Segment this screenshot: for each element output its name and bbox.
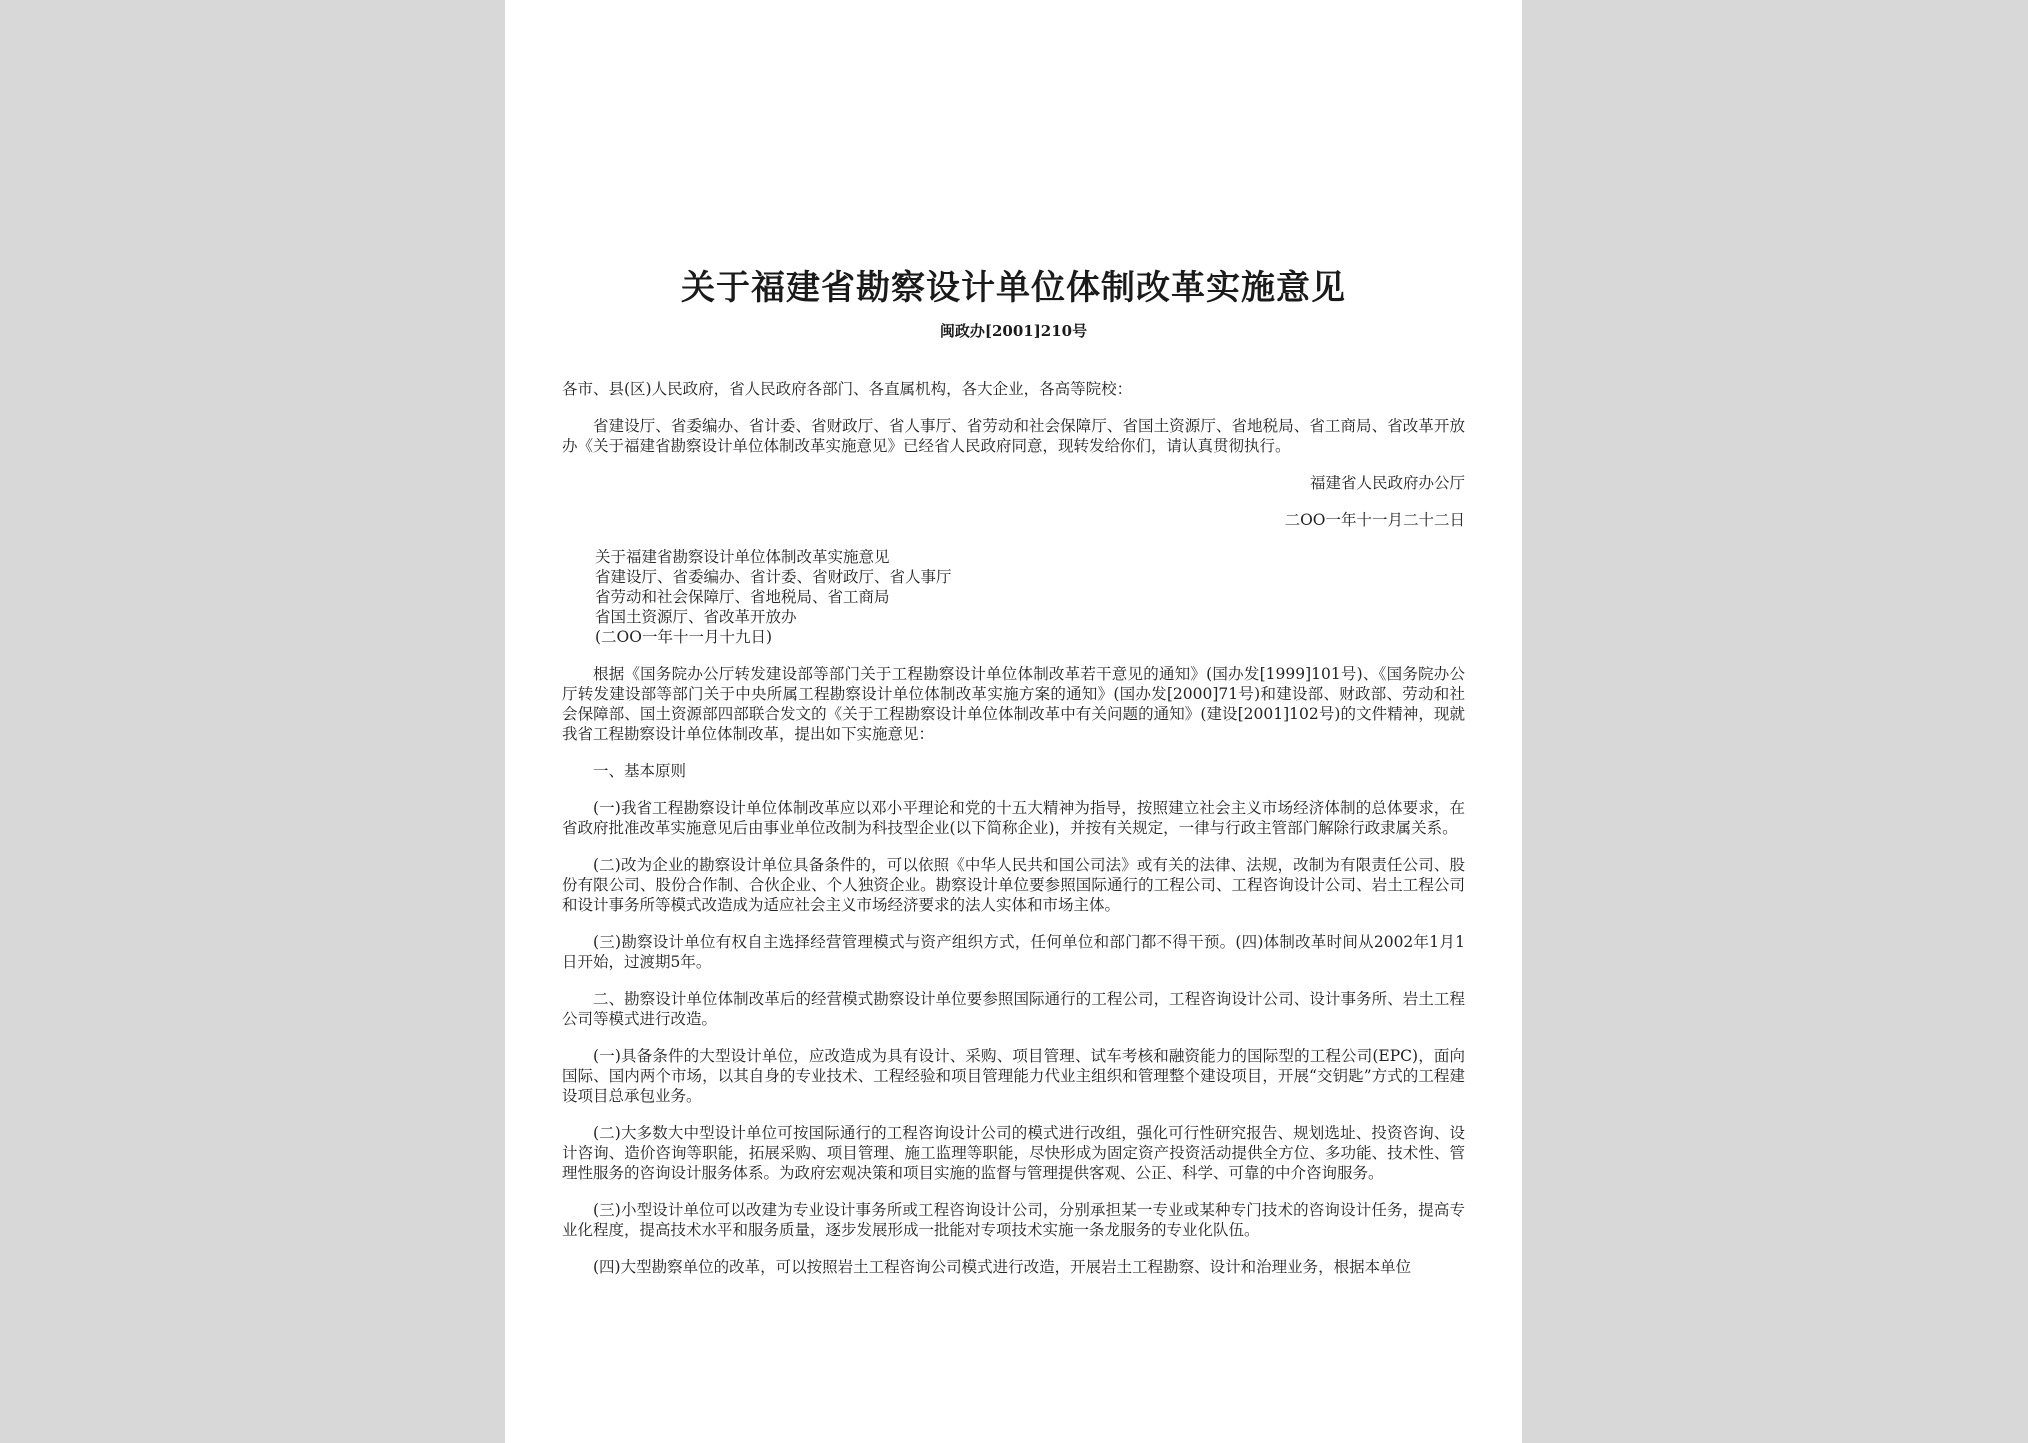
author-line: 省国土资源厅、省改革开放办 <box>595 608 797 626</box>
body-paragraph: (一)我省工程勘察设计单位体制改革应以邓小平理论和党的十五大精神为指导，按照建立社会主义市场经济体制的总体要求，在省政府批准改革实施意见后由事业单位改制为科技型企业(以下简称企业)，并按有关规定，一律与行政主管部门解除行政隶属关系。 <box>562 799 1465 837</box>
issue-date: 二OO一年十一月二十二日 <box>1284 511 1465 529</box>
document-page <box>505 0 1522 1443</box>
body-paragraph: (二)大多数大中型设计单位可按国际通行的工程咨询设计公司的模式进行改组，强化可行性研究报告、规划选址、投资咨询、设计咨询、造价咨询等职能，拓展采购、项目管理、施工监理等职能，尽快形成为固定资产投资活动提供全方位、多功能、技术性、管理性服务的咨询设计服务体系。为政府宏观决策和项目实施的监督与管理提供客观、公正、科学、可靠的中介咨询服务。 <box>562 1124 1465 1182</box>
section-heading: 一、基本原则 <box>593 762 687 780</box>
addressee: 各市、县(区)人民政府，省人民政府各部门、各直属机构，各大企业，各高等院校： <box>562 380 1133 398</box>
sub-title: 关于福建省勘察设计单位体制改革实施意见 <box>595 548 890 566</box>
body-paragraph: (二)改为企业的勘察设计单位具备条件的，可以依照《中华人民共和国公司法》或有关的法律、法规，改制为有限责任公司、股份有限公司、股份合作制、合伙企业、个人独资企业。勘察设计单位要参照国际通行的工程公司、工程咨询设计公司、岩土工程公司和设计事务所等模式改造成为适应社会主义市场经济要求的法人实体和市场主体。 <box>562 856 1465 914</box>
document-number: 闽政办[2001]210号 <box>939 322 1088 340</box>
body-paragraph: (一)具备条件的大型设计单位，应改造成为具有设计、采购、项目管理、试车考核和融资能力的国际型的工程公司(EPC)，面向国际、国内两个市场，以其自身的专业技术、工程经验和项目管理能力代业主组织和管理整个建设项目，开展“交钥匙”方式的工程建设项目总承包业务。 <box>562 1047 1465 1105</box>
sub-date: (二OO一年十一月十九日) <box>595 628 773 646</box>
notice-paragraph: 省建设厅、省委编办、省计委、省财政厅、省人事厅、省劳动和社会保障厅、省国土资源厅、省地税局、省工商局、省改革开放办《关于福建省勘察设计单位体制改革实施意见》已经省人民政府同意，现转发给你们，请认真贯彻执行。 <box>562 417 1465 455</box>
body-paragraph: (三)小型设计单位可以改建为专业设计事务所或工程咨询设计公司，分别承担某一专业或某种专门技术的咨询设计任务，提高专业化程度，提高技术水平和服务质量，逐步发展形成一批能对专项技术实施一条龙服务的专业化队伍。 <box>562 1201 1465 1239</box>
document-body <box>562 266 1465 1277</box>
author-line: 省建设厅、省委编办、省计委、省财政厅、省人事厅 <box>595 568 952 586</box>
author-line: 省劳动和社会保障厅、省地税局、省工商局 <box>595 588 890 606</box>
section-heading: 二、勘察设计单位体制改革后的经营模式勘察设计单位要参照国际通行的工程公司，工程咨询设计公司、设计事务所、岩土工程公司等模式进行改造。 <box>562 990 1465 1028</box>
body-paragraph: 根据《国务院办公厅转发建设部等部门关于工程勘察设计单位体制改革若干意见的通知》(国办发[1999]101号)、《国务院办公厅转发建设部等部门关于中央所属工程勘察设计单位体制改革实施方案的通知》(国办发[2000]71号)和建设部、财政部、劳动和社会保障部、国土资源部四部联合发文的《关于工程勘察设计单位体制改革中有关问题的通知》(建设[2001]102号)的文件精神，现就我省工程勘察设计单位体制改革，提出如下实施意见： <box>562 665 1465 743</box>
body-paragraph: (四)大型勘察单位的改革，可以按照岩土工程咨询公司模式进行改造，开展岩土工程勘察、设计和治理业务，根据本单位 <box>593 1258 1412 1276</box>
body-paragraph: (三)勘察设计单位有权自主选择经营管理模式与资产组织方式，任何单位和部门都不得干预。(四)体制改革时间从2002年1月1日开始，过渡期5年。 <box>562 933 1465 971</box>
issuer: 福建省人民政府办公厅 <box>1309 474 1465 492</box>
document-title: 关于福建省勘察设计单位体制改革实施意见 <box>681 268 1346 308</box>
